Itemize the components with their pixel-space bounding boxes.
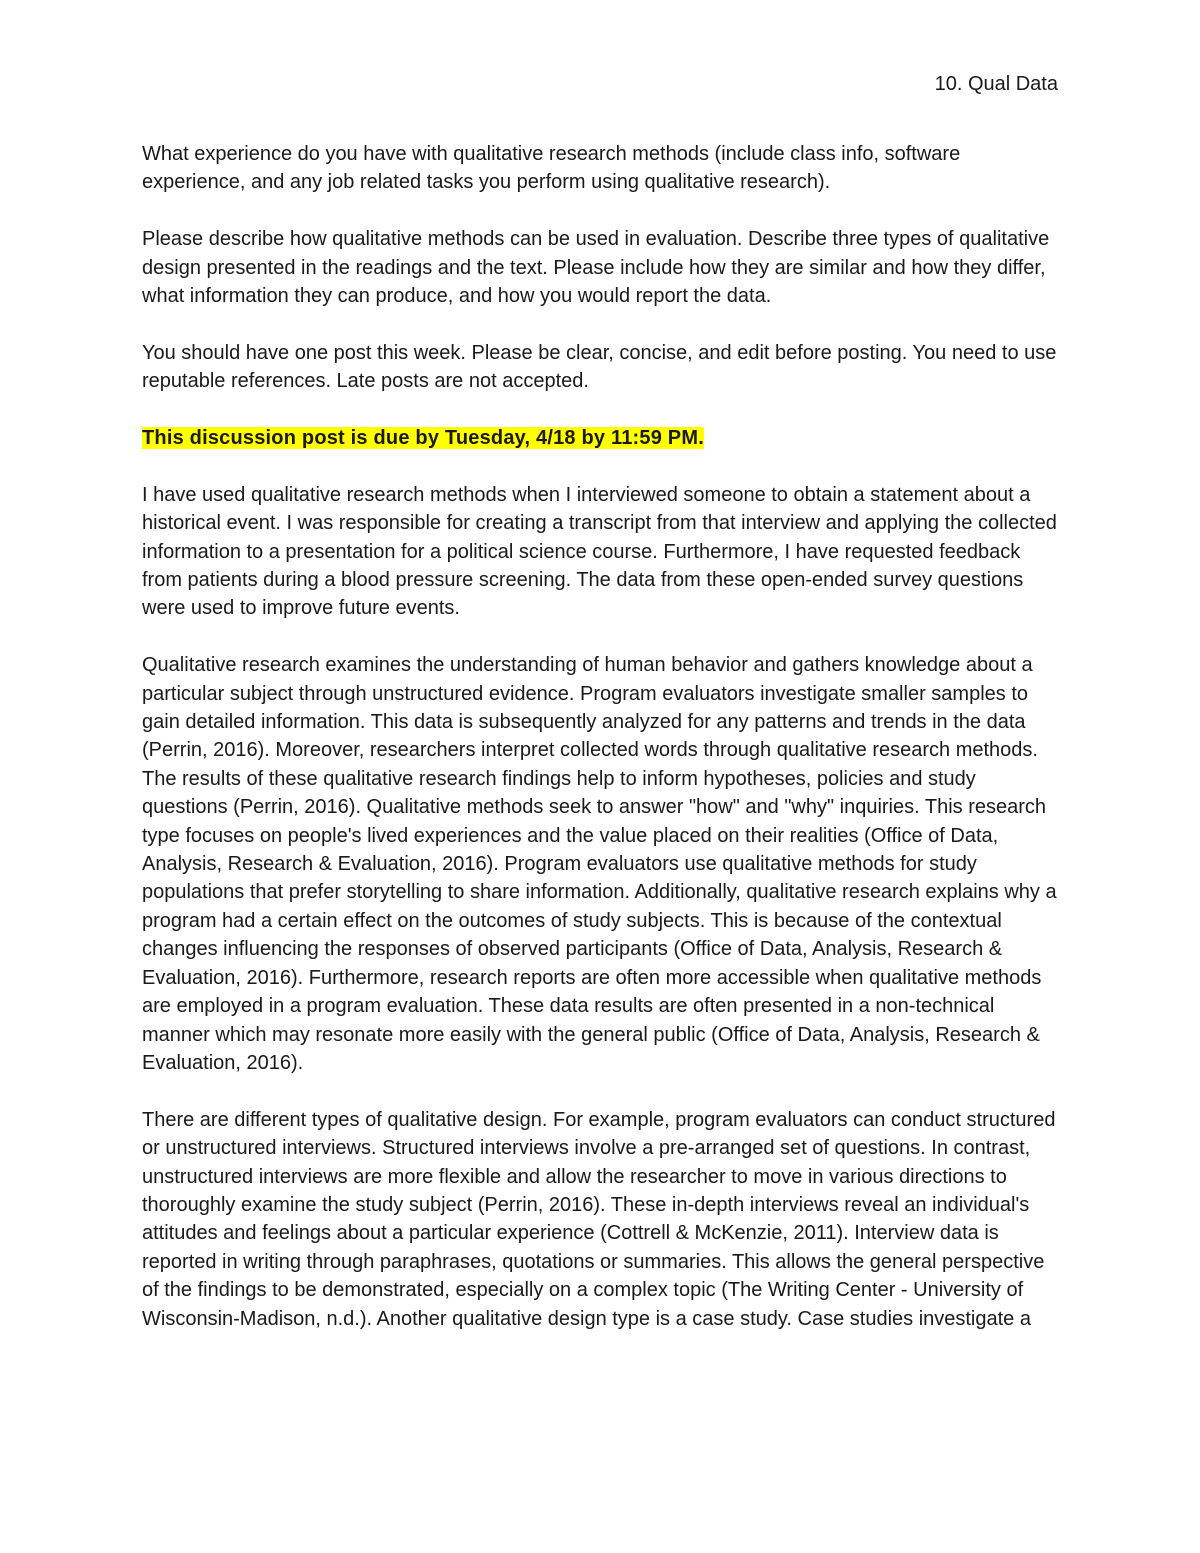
answer-paragraph-qualitative-research: Qualitative research examines the understanding of human behavior and gathers knowledge about a particular subject through unstructured evidence. Program evaluators investigate smaller samples to gain detailed information. This data is subsequently analyzed for any patterns and trends in the data (Perrin, 2016). Moreover, researchers interpret collected words through qualitative research methods. The results of these qualitative research findings help to inform hypotheses, policies and study questions (Perrin, 2016). Qualitative methods seek to answer "how" and "why" inquiries. This research type focuses on people's lived experiences and the value placed on their realities (Office of Data, Analysis, Research & Evaluation, 2016). Program evaluators use qualitative methods for study populations that prefer storytelling to share information. Additionally, qualitative research explains why a program had a certain effect on the outcomes of study subjects. This is because of the contextual changes influencing the responses of observed participants (Office of Data, Analysis, Research & Evaluation, 2016). Furthermore, research reports are often more accessible when qualitative methods are employed in a program evaluation. These data results are often presented in a non-technical manner which may resonate more easily with the general public (Office of Data, Analysis, Research & Evaluation, 2016). (142, 654, 1057, 1074)
page-header-title: 10. Qual Data (934, 73, 1058, 95)
due-date-highlight: This discussion post is due by Tuesday, 4/18 by 11:59 PM. (142, 427, 704, 450)
answer-paragraph-experience: I have used qualitative research methods when I interviewed someone to obtain a statement about a historical event. I was responsible for creating a transcript from that interview and applying the collected information to a presentation for a political science course. Furthermore, I have requested feedback from patients during a blood pressure screening. The data from these open-ended survey questions were used to improve future events. (142, 483, 1057, 620)
due-date-notice (142, 424, 1062, 452)
prompt-question-experience: What experience do you have with qualitative research methods (include class info, software experience, and any job related tasks you perform using qualitative research). (142, 143, 961, 194)
answer-paragraph-design-types: There are different types of qualitative design. For example, program evaluators can conduct structured or unstructured interviews. Structured interviews involve a pre-arranged set of questions. In contrast, unstructured interviews are more flexible and allow the researcher to move in various directions to thoroughly examine the study subject (Perrin, 2016). These in-depth interviews reveal an individual's attitudes and feelings about a particular experience (Cottrell & McKenzie, 2011). Interview data is reported in writing through paraphrases, quotations or summaries. This allows the general perspective of the findings to be demonstrated, especially on a complex topic (The Writing Center - University of Wisconsin-Madison, n.d.). Another qualitative design type is a case study. Case studies investigate a (142, 1108, 1056, 1330)
prompt-instructions: You should have one post this week. Please be clear, concise, and edit before posting. You need to use reputable references. Late posts are not accepted. (142, 341, 1057, 393)
prompt-question-evaluation: Please describe how qualitative methods can be used in evaluation. Describe three types of qualitative design presented in the readings and the text. Please include how they are similar and how they differ, what information they can produce, and how you would report the data. (142, 228, 1050, 308)
document-body (142, 140, 1062, 1361)
